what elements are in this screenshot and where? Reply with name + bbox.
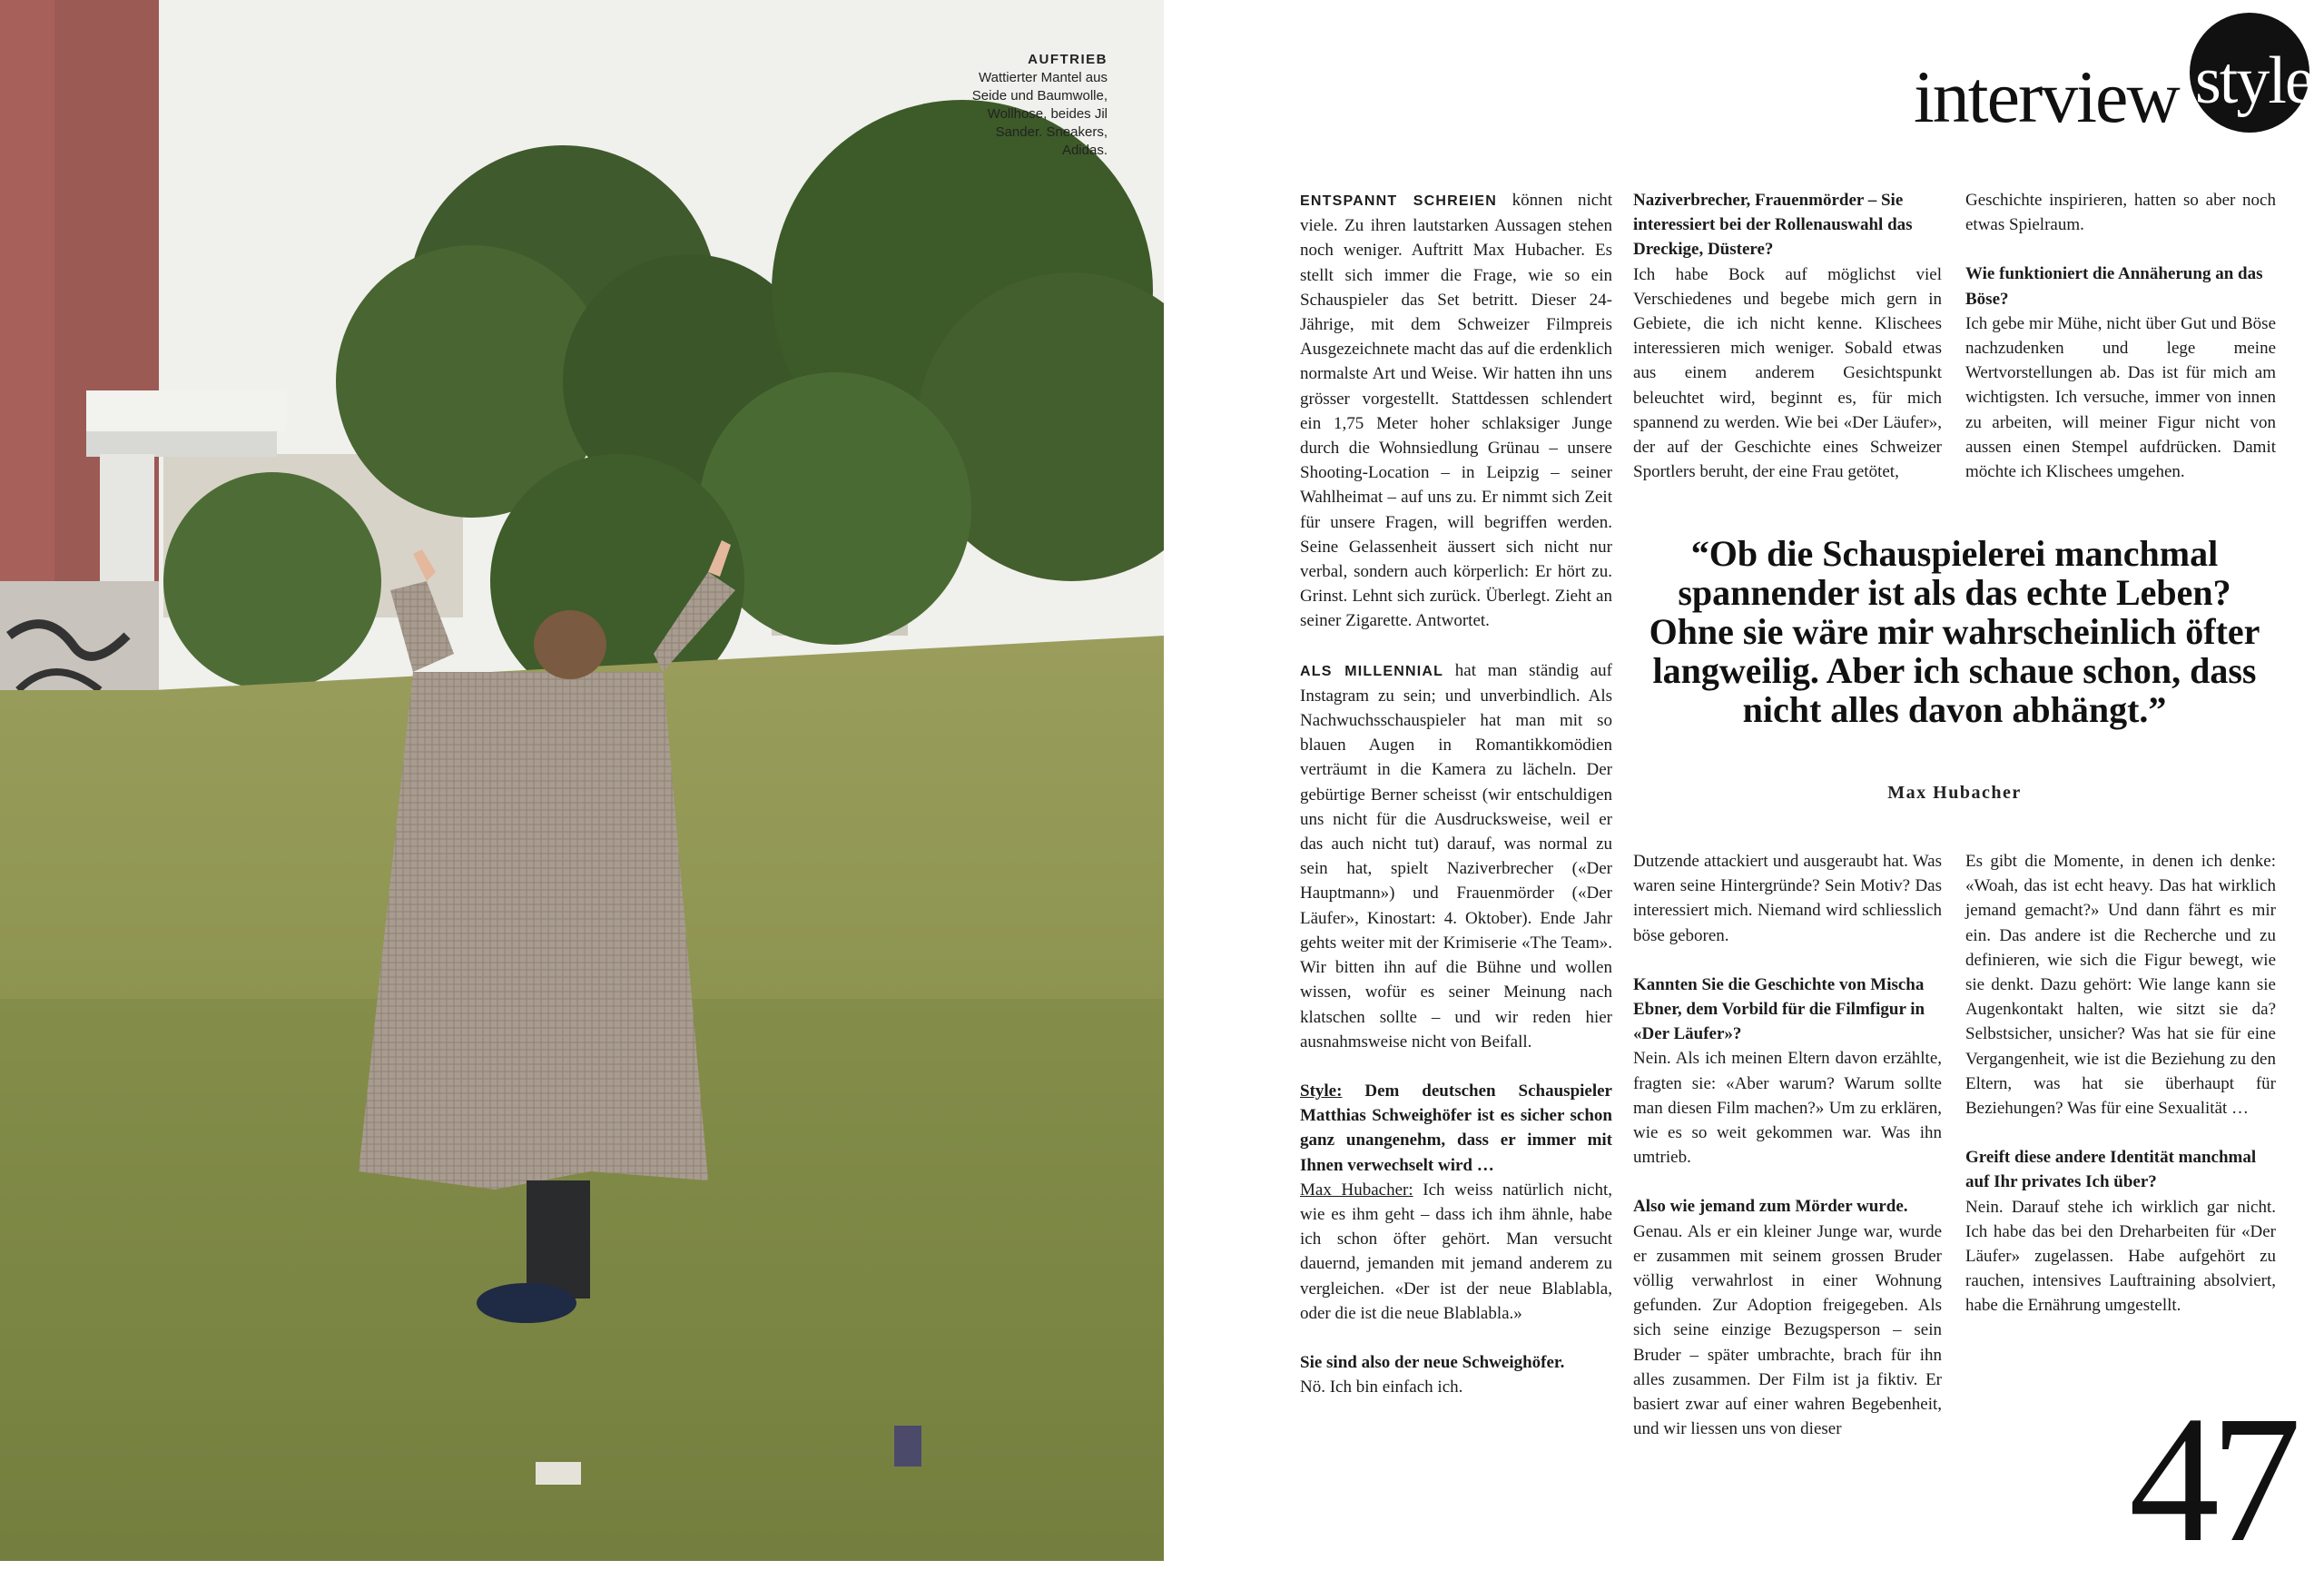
logo-word-interview: interview xyxy=(1914,55,2179,138)
answer-text: Genau. Als er ein kleiner Junge war, wurde er zusammen mit seinem grossen Bruder völlig verwahrlost in einer Wohnung gefunden. Zur Adoption freigegeben. Als sich seine einzige Bezugsperson – sein Bruder – später umbrachte, brach für ihn alles zusammen. Der Film ist ja fiktiv. Er basiert zwar auf einer wahren Begebenheit, und wir liessen uns von dieser xyxy=(1633,1221,1942,1439)
article-column-3-bottom xyxy=(1965,849,2276,1318)
question-text: Sie sind also der neue Schweighöfer. xyxy=(1300,1352,1565,1372)
answer-text: Nein. Als ich meinen Eltern davon erzählte, fragten sie: «Aber warum? Warum sollte man diesen Film machen?» Um zu erklären, wie es so weit gekommen war. Was ihn umtrieb. xyxy=(1633,1049,1942,1168)
cover-photo xyxy=(0,0,1164,1561)
intro-paragraph xyxy=(1300,188,1612,634)
answer-text: Ich habe Bock auf möglichst viel Verschiedenes und begebe mich gern in Gebiete, die ich nicht kenne. Klischees interessieren mich weniger. Sobald etwas aus einem anderem Gesichtspunkt beleuchtet wird, beginnt es, für mich spannend zu werden. Wie bei «Der Läufer», der auf der Geschichte eines Schweizer Sportlers beruht, der eine Frau getötet, xyxy=(1633,264,1942,482)
lead-in-1: ENTSPANNT SCHREIEN xyxy=(1300,193,1498,209)
article-column-2-bottom xyxy=(1633,849,1942,1441)
answer-continued: Es gibt die Momente, in denen ich denke: «Woah, das ist echt heavy. Das hat wirklich jemand gemacht?» Und dann fährt es mir ein. Das andere ist die Recherche und zu definieren, wie sich die Figur bewegt, wie sie denkt. Dazu gehört: Wie lange kann sie Augenkontakt halten, wie sitzt sie da? Selbstsicher, unsicher? Was hat sie für eine Vergangenheit, wie ist die Beziehung zu den Eltern, was hat sie überhaupt für Beziehungen? Was für eine Sexualität … xyxy=(1965,852,2276,1119)
article-column-1 xyxy=(1300,188,1612,1399)
question-label: Style: xyxy=(1300,1081,1343,1101)
answer-text: Ich gebe mir Mühe, nicht über Gut und Böse nachzudenken und lege meine Wertvorstellungen ab. Das ist für mich am wichtigsten. Ich versuche, immer von innen zu arbeiten, will meiner Figur nicht von aussen einen Stempel aufdrücken. Damit möchte ich Klischees umgehen. xyxy=(1965,313,2276,482)
answer-continued: Geschichte inspirieren, hatten so aber noch etwas Spielraum. xyxy=(1965,191,2276,235)
question-text: Kannten Sie die Geschichte von Mischa Ebner, dem Vorbild für die Filmfigur in «Der Läufer»? xyxy=(1633,974,1925,1044)
photo-illustration xyxy=(0,0,1164,1561)
question-text: Greift diese andere Identität manchmal auf Ihr privates Ich über? xyxy=(1965,1148,2257,1192)
second-text: hat man ständig auf Instagram zu sein; und unverbindlich. Als Nachwuchsschauspieler hat man mit so blauen Augen in Romantikkomödien verträumt in die Kamera zu lächeln. Der gebürtige Berner scheisst (wir entschuldigen uns nicht für die Ausdrucksweise, weil er das auch nicht tut) darauf, was normal zu sein hat, spielt Naziverbrecher («Der Hauptmann») und Frauenmörder («Der Läufer», Kinostart: 4. Oktober). Ende Jahr gehts weiter mit der Krimiserie «The Team». Wir bitten ihn auf die Bühne und wollen wissen, wofür es seiner Meinung nach klatschen sollte – und wir reden hier ausnahmsweise nicht von Beifall. xyxy=(1300,660,1613,1052)
answer-text: Nö. Ich bin einfach ich. xyxy=(1300,1378,1463,1397)
caption-text: Wattierter Mantel aus Seide und Baumwolle, Wollhose, beides Jil Sander. Sneakers, Adidas. xyxy=(971,70,1108,158)
question-text: Wie funktioniert die Annäherung an das Böse? xyxy=(1965,264,2263,309)
logo-circle xyxy=(2190,13,2313,133)
article-column-3-top xyxy=(1965,188,2276,484)
question-text: Also wie jemand zum Mörder wurde. xyxy=(1633,1197,1908,1217)
answer-label: Max Hubacher: xyxy=(1300,1180,1413,1200)
answer-text: Nein. Darauf stehe ich wirklich gar nicht. Ich habe das bei den Dreharbeiten für «Der Läufer» zugelassen. Habe aufgehört zu rauchen, intensives Lauftraining absolviert, habe die Ernährung umgestellt. xyxy=(1965,1197,2276,1316)
logo-word-style: style xyxy=(2195,44,2313,118)
photo-caption xyxy=(962,51,1108,160)
caption-title: AUFTRIEB xyxy=(1028,52,1108,67)
lead-in-2: ALS MILLENNIAL xyxy=(1300,663,1444,679)
answer-text: Ich weiss natürlich nicht, wie es ihm geht – dass ich ihm ähnle, habe ich schon öfter gehört. Man versucht dauernd, jemanden mit jemand anderem zu vergleichen. «Der ist der neue Blablabla, oder die ist die neue Blablabla.» xyxy=(1300,1180,1612,1323)
article-column-2-top xyxy=(1633,188,1942,484)
page-number: 47 xyxy=(2129,1379,2292,1580)
section-logo xyxy=(1906,13,2315,149)
question-text: Dem deutschen Schauspieler Matthias Schweighöfer ist es sicher schon ganz unangenehm, dass er immer mit Ihnen verwechselt wird … xyxy=(1300,1081,1612,1175)
question-1 xyxy=(1300,1079,1612,1326)
qa-block xyxy=(1633,188,1942,484)
answer-continued: Dutzende attackiert und ausgeraubt hat. Was waren seine Hintergründe? Sein Motiv? Das interessiert mich. Niemand wird schliesslich böse geboren. xyxy=(1633,852,1942,945)
qa-block xyxy=(1965,262,2276,484)
question-text: Naziverbrecher, Frauenmörder – Sie interessiert bei der Rollenauswahl das Dreckige, Düstere? xyxy=(1633,191,1913,260)
second-paragraph xyxy=(1300,658,1612,1054)
pull-quote: “Ob die Schauspielerei manchmal spannender ist als das echte Leben? Ohne sie wäre mir wahrscheinlich öfter langweilig. Aber ich schaue schon, dass nicht alles davon abhängt.” xyxy=(1649,533,2260,730)
question-2 xyxy=(1300,1350,1612,1399)
pull-quote-author: Max Hubacher xyxy=(1887,783,2022,803)
qa-block xyxy=(1633,973,1942,1170)
intro-text: können nicht viele. Zu ihren lautstarken Aussagen stehen noch weniger. Auftritt Max Hubacher. Es stellt sich immer die Frage, wie so ein Schauspieler das Set betritt. Dieser 24-Jährige, mit dem Schweizer Filmpreis Ausgezeichnete macht das auf die erdenklich normalste Art und Weise. Wir hatten ihn uns grösser vorgestellt. Stattdessen schlendert ein 1,75 Meter hoher schlaksiger Junge durch die Wohnsiedlung Grünau – unsere Shooting-Location – in Leipzig – seiner Wahlheimat – auf uns zu. Er nimmt sich Zeit für unsere Fragen, will begriffen werden. Seine Gelassenheit äussert sich nicht nur verbal, sondern auch körperlich: Er hört zu. Grinst. Lehnt sich zurück. Überlegt. Zieht an seiner Zigarette. Antwortet. xyxy=(1300,191,1612,631)
qa-block xyxy=(1965,1145,2276,1318)
qa-block xyxy=(1633,1194,1942,1441)
